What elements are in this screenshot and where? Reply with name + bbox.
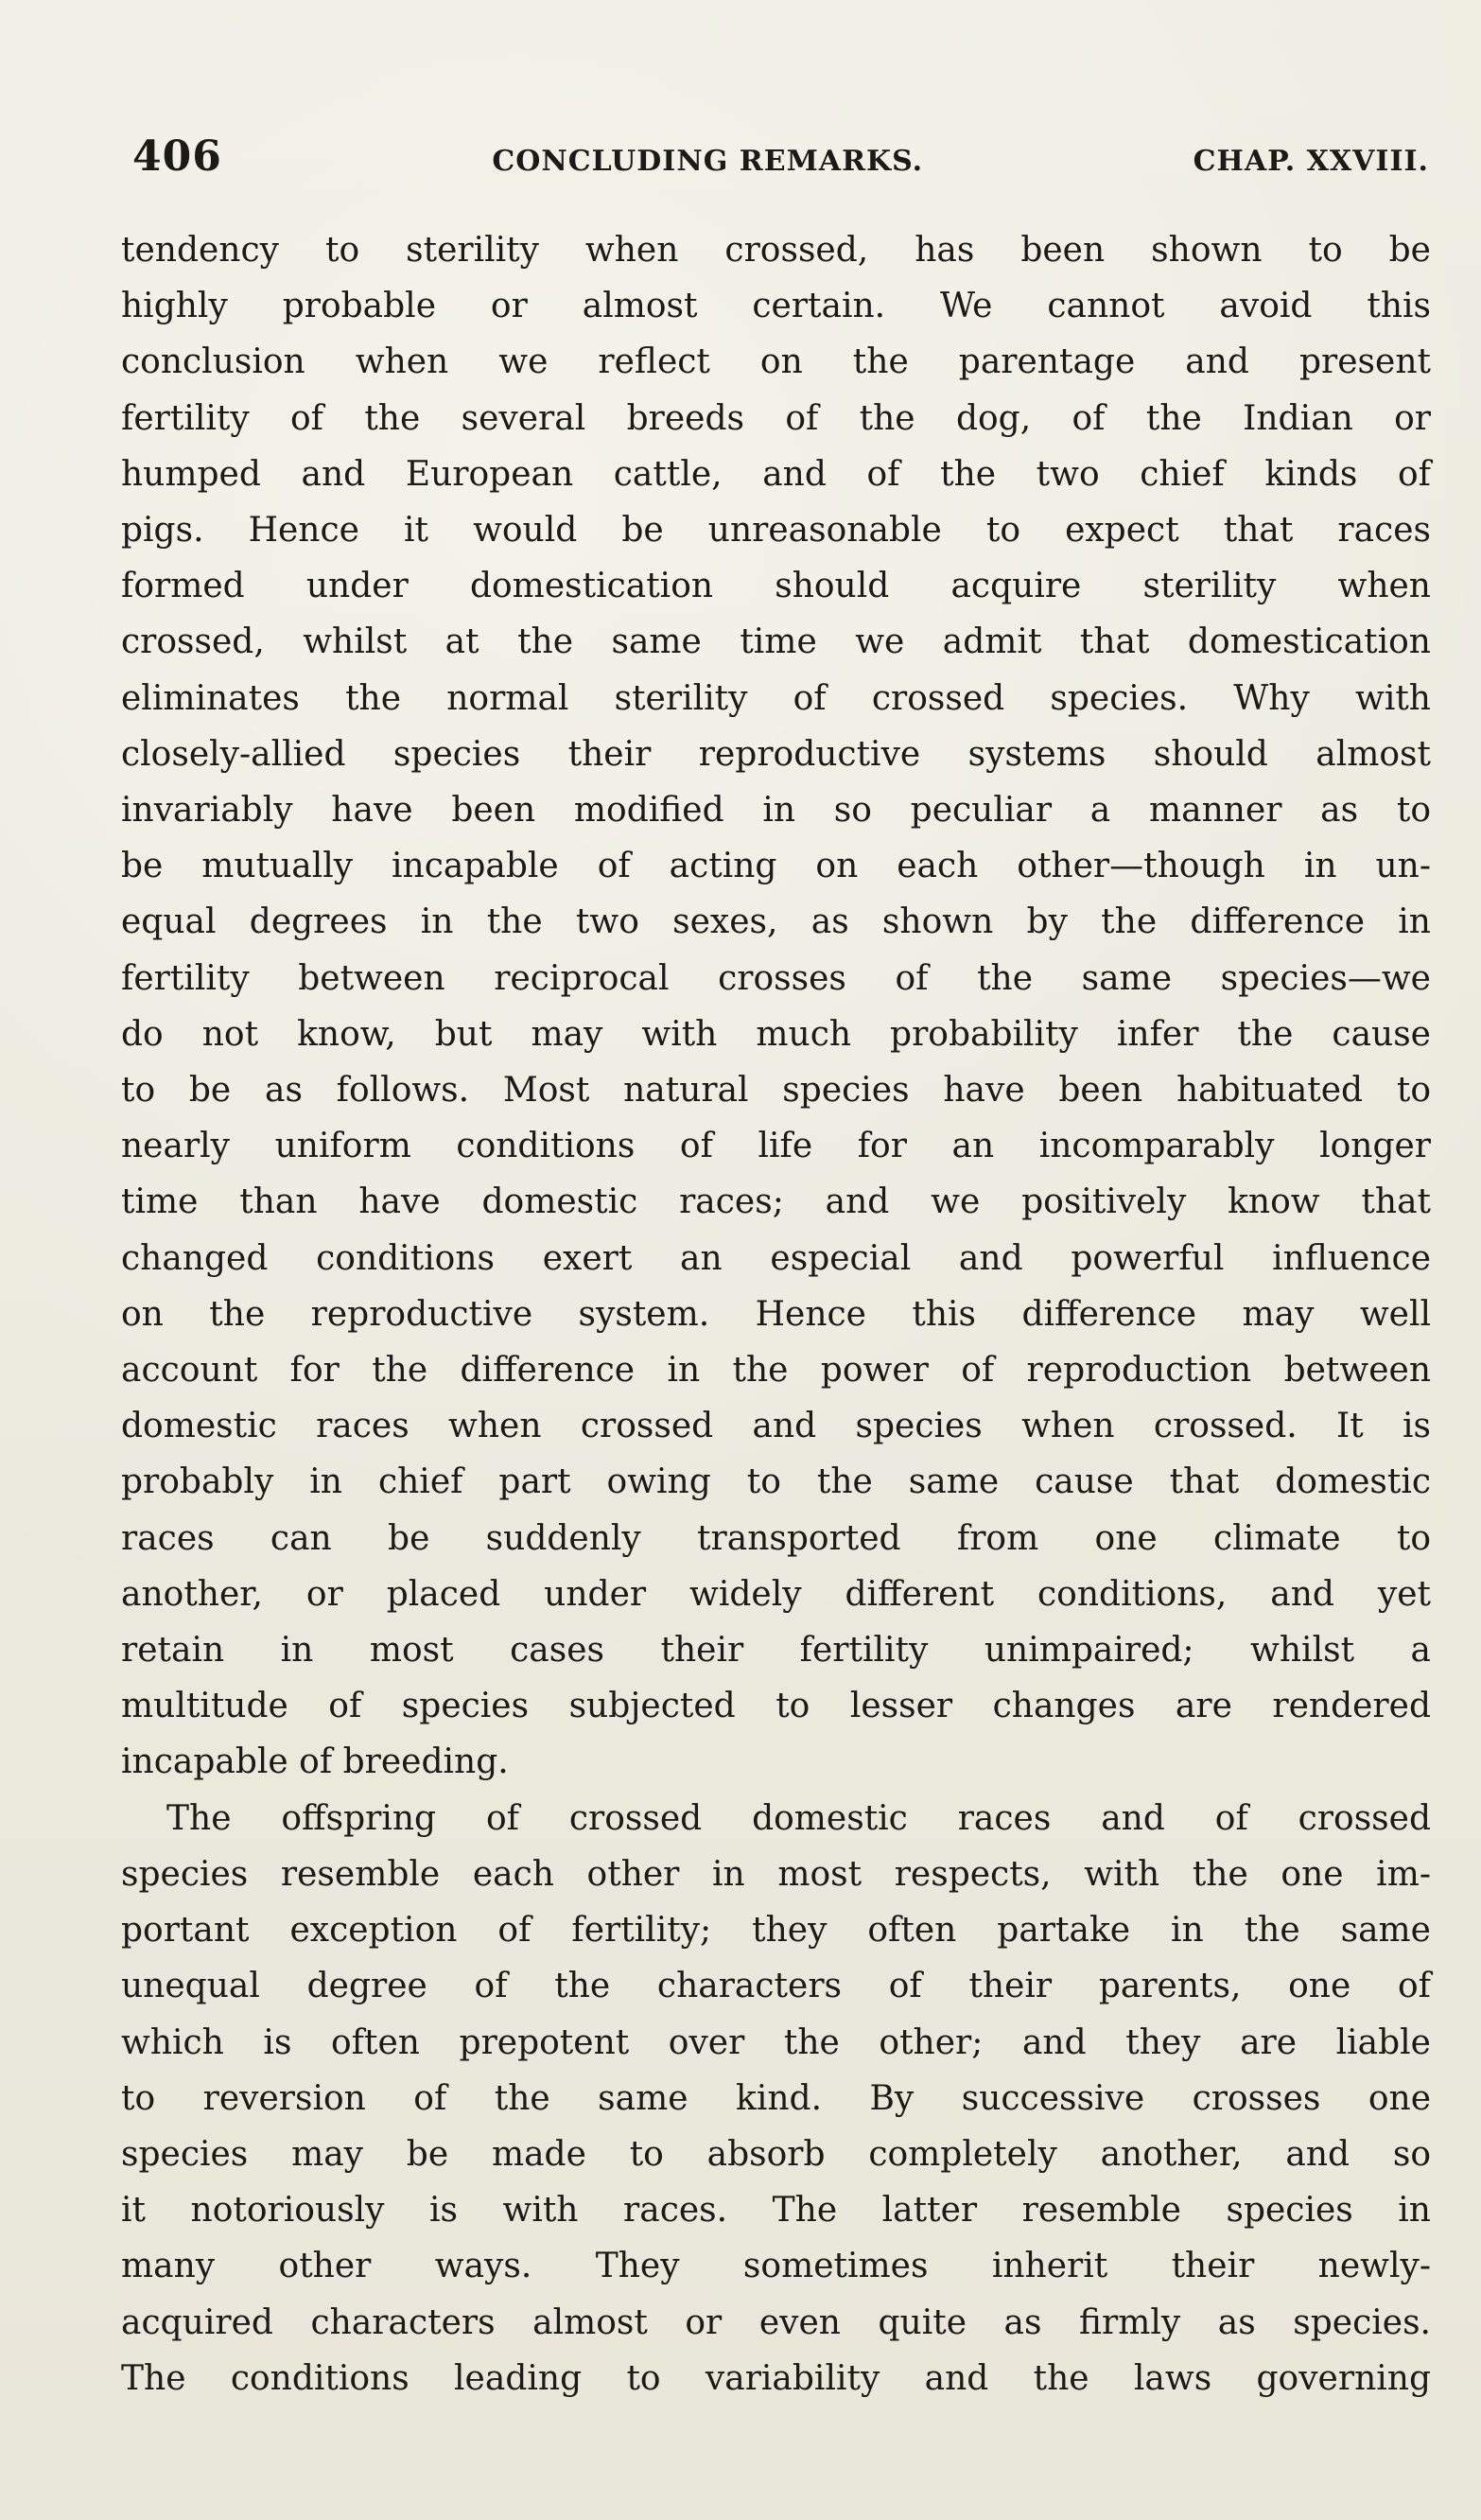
text-line: humped and European cattle, and of the two chief kinds of bbox=[121, 454, 1431, 494]
text-line: time than have domestic races; and we positively know that bbox=[121, 1182, 1431, 1222]
running-head: CONCLUDING REMARKS. bbox=[492, 145, 924, 178]
text-line: to reversion of the same kind. By successive crosses one bbox=[121, 2078, 1431, 2118]
page-header bbox=[132, 132, 1429, 189]
text-line: account for the difference in the power of reproduction between bbox=[121, 1351, 1431, 1391]
chapter-label: CHAP. XXVIII. bbox=[1193, 145, 1429, 178]
text-line: be mutually incapable of acting on each other—though in un- bbox=[121, 847, 1431, 886]
text-line: it notoriously is with races. The latter resemble species in bbox=[121, 2191, 1431, 2231]
text-line: races can be suddenly transported from one climate to bbox=[121, 1518, 1431, 1558]
text-line: domestic races when crossed and species when crossed. It is bbox=[121, 1407, 1431, 1446]
text-line: to be as follows. Most natural species have been habituated to bbox=[121, 1071, 1431, 1111]
paragraph-end-line: incapable of breeding. bbox=[121, 1742, 509, 1782]
text-line: species may be made to absorb completely another, and so bbox=[121, 2134, 1431, 2174]
text-line: which is often prepotent over the other; and they are liable bbox=[121, 2022, 1431, 2062]
text-line: fertility of the several breeds of the dog, of the Indian or bbox=[121, 398, 1431, 438]
text-line: many other ways. They sometimes inherit their newly- bbox=[121, 2247, 1431, 2286]
text-line: species resemble each other in most respects, with the one im- bbox=[121, 1854, 1431, 1894]
text-line: nearly uniform conditions of life for an incomparably longer bbox=[121, 1127, 1431, 1166]
text-line: portant exception of fertility; they often partake in the same bbox=[121, 1911, 1431, 1951]
page-number: 406 bbox=[132, 132, 222, 181]
text-line: The conditions leading to variability and the laws governing bbox=[121, 2358, 1431, 2398]
text-line: another, or placed under widely different conditions, and yet bbox=[121, 1574, 1431, 1614]
text-line: retain in most cases their fertility unimpaired; whilst a bbox=[121, 1631, 1431, 1671]
text-line: eliminates the normal sterility of crossed species. Why with bbox=[121, 678, 1431, 718]
text-line: changed conditions exert an especial and powerful influence bbox=[121, 1238, 1431, 1278]
text-line: crossed, whilst at the same time we admit that domestication bbox=[121, 622, 1431, 662]
text-line: equal degrees in the two sexes, as shown by the difference in bbox=[121, 902, 1431, 942]
text-line: highly probable or almost certain. We cannot avoid this bbox=[121, 287, 1431, 326]
text-line: acquired characters almost or even quite as firmly as species. bbox=[121, 2302, 1431, 2342]
body-text bbox=[121, 222, 1431, 2406]
text-line: probably in chief part owing to the same cause that domestic bbox=[121, 1462, 1431, 1502]
paragraph-start-line: The offspring of crossed domestic races and of crossed bbox=[166, 1798, 1431, 1838]
text-line: unequal degree of the characters of their parents, one of bbox=[121, 1967, 1431, 2006]
text-line: closely-allied species their reproductive systems should almost bbox=[121, 734, 1431, 774]
text-line: invariably have been modified in so peculiar a manner as to bbox=[121, 791, 1431, 831]
text-line: do not know, but may with much probability infer the cause bbox=[121, 1014, 1431, 1054]
text-line: multitude of species subjected to lesser changes are rendered bbox=[121, 1687, 1431, 1726]
text-line: fertility between reciprocal crosses of the same species—we bbox=[121, 958, 1431, 998]
text-line: conclusion when we reflect on the parentage and present bbox=[121, 342, 1431, 382]
text-line: on the reproductive system. Hence this difference may well bbox=[121, 1294, 1431, 1334]
text-line: formed under domestication should acquire sterility when bbox=[121, 567, 1431, 606]
text-line: tendency to sterility when crossed, has been shown to be bbox=[121, 231, 1431, 270]
text-line: pigs. Hence it would be unreasonable to expect that races bbox=[121, 511, 1431, 551]
